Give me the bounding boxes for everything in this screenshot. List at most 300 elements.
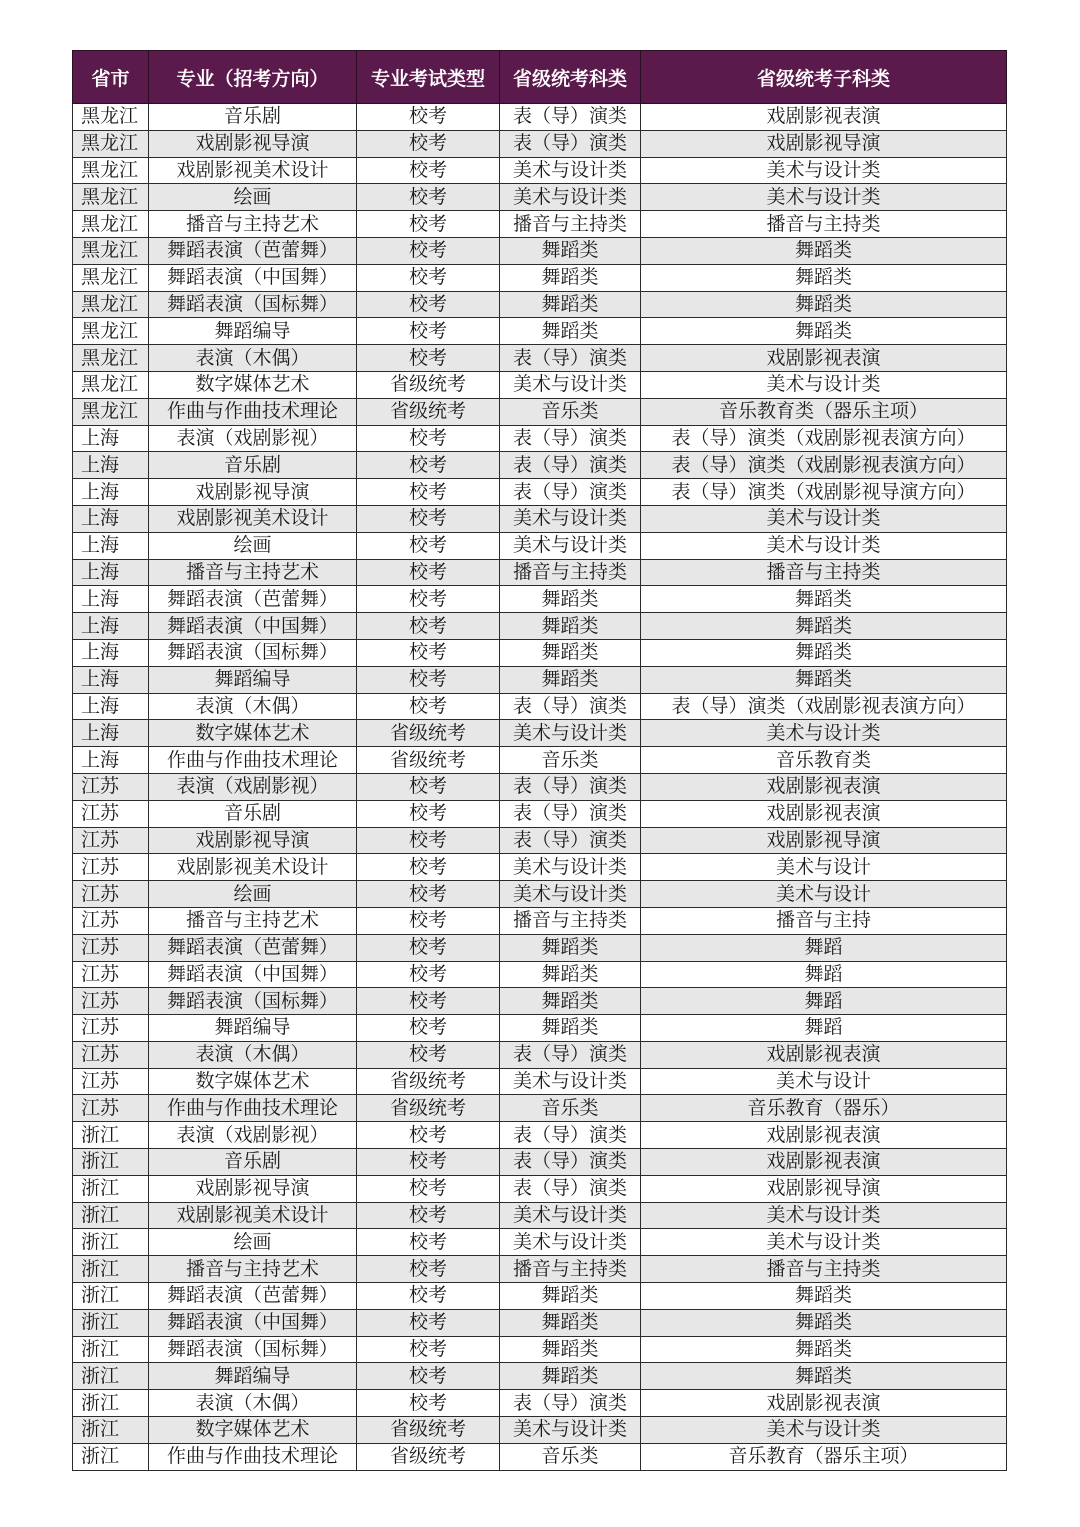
cell-province: 江苏	[73, 907, 149, 934]
table-row	[73, 1149, 1007, 1176]
table-row	[73, 237, 1007, 264]
cell-exam-type: 校考	[357, 1202, 500, 1229]
cell-exam-type: 校考	[357, 800, 500, 827]
cell-major: 作曲与作曲技术理论	[149, 747, 357, 774]
cell-subcategory: 舞蹈	[641, 934, 1007, 961]
cell-category: 舞蹈类	[500, 237, 641, 264]
cell-category: 舞蹈类	[500, 1336, 641, 1363]
cell-major: 作曲与作曲技术理论	[149, 398, 357, 425]
cell-exam-type: 省级统考	[357, 1417, 500, 1444]
cell-subcategory: 舞蹈类	[641, 264, 1007, 291]
cell-province: 江苏	[73, 881, 149, 908]
admissions-table	[72, 50, 1007, 1471]
cell-major: 舞蹈表演（芭蕾舞）	[149, 237, 357, 264]
cell-province: 上海	[73, 747, 149, 774]
table-row	[73, 1283, 1007, 1310]
header-category: 省级统考科类	[500, 51, 641, 104]
cell-major: 作曲与作曲技术理论	[149, 1095, 357, 1122]
table-row	[73, 505, 1007, 532]
cell-category: 舞蹈类	[500, 586, 641, 613]
table-row	[73, 666, 1007, 693]
cell-subcategory: 表（导）演类（戏剧影视表演方向）	[641, 693, 1007, 720]
cell-subcategory: 舞蹈类	[641, 1283, 1007, 1310]
cell-subcategory: 舞蹈类	[641, 613, 1007, 640]
table-row	[73, 1122, 1007, 1149]
cell-category: 美术与设计类	[500, 505, 641, 532]
cell-province: 黑龙江	[73, 104, 149, 131]
cell-subcategory: 播音与主持类	[641, 559, 1007, 586]
cell-category: 表（导）演类	[500, 827, 641, 854]
cell-major: 绘画	[149, 184, 357, 211]
header-row	[73, 51, 1007, 104]
cell-category: 舞蹈类	[500, 666, 641, 693]
cell-subcategory: 戏剧影视导演	[641, 130, 1007, 157]
cell-subcategory: 舞蹈类	[641, 291, 1007, 318]
cell-major: 音乐剧	[149, 104, 357, 131]
cell-major: 舞蹈编导	[149, 666, 357, 693]
cell-subcategory: 美术与设计	[641, 881, 1007, 908]
cell-category: 播音与主持类	[500, 211, 641, 238]
cell-category: 表（导）演类	[500, 1041, 641, 1068]
cell-major: 播音与主持艺术	[149, 907, 357, 934]
table-row	[73, 104, 1007, 131]
cell-major: 舞蹈编导	[149, 1363, 357, 1390]
cell-province: 黑龙江	[73, 211, 149, 238]
cell-category: 美术与设计类	[500, 881, 641, 908]
cell-major: 表演（木偶）	[149, 1041, 357, 1068]
table-row	[73, 559, 1007, 586]
cell-category: 表（导）演类	[500, 1122, 641, 1149]
cell-subcategory: 表（导）演类（戏剧影视表演方向）	[641, 425, 1007, 452]
cell-subcategory: 音乐教育类	[641, 747, 1007, 774]
cell-major: 舞蹈表演（国标舞）	[149, 1336, 357, 1363]
cell-exam-type: 省级统考	[357, 1068, 500, 1095]
cell-category: 舞蹈类	[500, 291, 641, 318]
cell-major: 舞蹈表演（国标舞）	[149, 291, 357, 318]
cell-major: 舞蹈编导	[149, 318, 357, 345]
cell-exam-type: 校考	[357, 639, 500, 666]
cell-category: 舞蹈类	[500, 961, 641, 988]
cell-exam-type: 校考	[357, 988, 500, 1015]
cell-major: 播音与主持艺术	[149, 1256, 357, 1283]
cell-province: 江苏	[73, 800, 149, 827]
cell-province: 上海	[73, 666, 149, 693]
cell-subcategory: 舞蹈类	[641, 639, 1007, 666]
cell-major: 戏剧影视导演	[149, 1175, 357, 1202]
cell-major: 数字媒体艺术	[149, 371, 357, 398]
cell-province: 黑龙江	[73, 291, 149, 318]
cell-province: 浙江	[73, 1202, 149, 1229]
cell-province: 上海	[73, 639, 149, 666]
cell-category: 表（导）演类	[500, 800, 641, 827]
cell-subcategory: 舞蹈	[641, 961, 1007, 988]
cell-category: 舞蹈类	[500, 934, 641, 961]
cell-category: 音乐类	[500, 747, 641, 774]
table-row	[73, 1336, 1007, 1363]
cell-major: 播音与主持艺术	[149, 559, 357, 586]
cell-exam-type: 校考	[357, 1309, 500, 1336]
cell-major: 绘画	[149, 1229, 357, 1256]
header-province: 省市	[73, 51, 149, 104]
cell-major: 戏剧影视导演	[149, 479, 357, 506]
table-row	[73, 693, 1007, 720]
cell-subcategory: 戏剧影视表演	[641, 1041, 1007, 1068]
cell-subcategory: 戏剧影视表演	[641, 800, 1007, 827]
cell-category: 表（导）演类	[500, 345, 641, 372]
cell-major: 音乐剧	[149, 452, 357, 479]
cell-province: 浙江	[73, 1443, 149, 1470]
cell-subcategory: 舞蹈	[641, 988, 1007, 1015]
cell-exam-type: 校考	[357, 666, 500, 693]
cell-category: 表（导）演类	[500, 452, 641, 479]
cell-major: 舞蹈编导	[149, 1015, 357, 1042]
cell-category: 播音与主持类	[500, 559, 641, 586]
cell-province: 江苏	[73, 988, 149, 1015]
table-row	[73, 747, 1007, 774]
cell-province: 浙江	[73, 1149, 149, 1176]
cell-province: 上海	[73, 425, 149, 452]
cell-category: 美术与设计类	[500, 854, 641, 881]
cell-category: 舞蹈类	[500, 1309, 641, 1336]
cell-province: 江苏	[73, 854, 149, 881]
table-row	[73, 1309, 1007, 1336]
cell-province: 上海	[73, 613, 149, 640]
cell-province: 江苏	[73, 1041, 149, 1068]
cell-major: 作曲与作曲技术理论	[149, 1443, 357, 1470]
cell-exam-type: 校考	[357, 1229, 500, 1256]
cell-subcategory: 戏剧影视表演	[641, 1390, 1007, 1417]
cell-subcategory: 表（导）演类（戏剧影视表演方向）	[641, 452, 1007, 479]
table-row	[73, 398, 1007, 425]
cell-subcategory: 美术与设计	[641, 854, 1007, 881]
table-row	[73, 1068, 1007, 1095]
cell-category: 舞蹈类	[500, 613, 641, 640]
cell-major: 舞蹈表演（芭蕾舞）	[149, 934, 357, 961]
cell-province: 浙江	[73, 1390, 149, 1417]
cell-subcategory: 舞蹈类	[641, 1309, 1007, 1336]
cell-major: 绘画	[149, 881, 357, 908]
cell-category: 舞蹈类	[500, 318, 641, 345]
cell-exam-type: 校考	[357, 1122, 500, 1149]
table-row	[73, 211, 1007, 238]
cell-subcategory: 播音与主持	[641, 907, 1007, 934]
cell-exam-type: 省级统考	[357, 398, 500, 425]
cell-category: 表（导）演类	[500, 425, 641, 452]
cell-exam-type: 校考	[357, 854, 500, 881]
cell-province: 江苏	[73, 773, 149, 800]
cell-major: 戏剧影视美术设计	[149, 157, 357, 184]
table-row	[73, 827, 1007, 854]
cell-major: 戏剧影视美术设计	[149, 854, 357, 881]
cell-category: 音乐类	[500, 1095, 641, 1122]
cell-exam-type: 校考	[357, 1283, 500, 1310]
cell-category: 表（导）演类	[500, 693, 641, 720]
cell-exam-type: 校考	[357, 1256, 500, 1283]
cell-category: 舞蹈类	[500, 1015, 641, 1042]
cell-category: 表（导）演类	[500, 130, 641, 157]
table-row	[73, 1041, 1007, 1068]
cell-subcategory: 舞蹈类	[641, 1363, 1007, 1390]
cell-province: 浙江	[73, 1175, 149, 1202]
cell-province: 黑龙江	[73, 130, 149, 157]
table-row	[73, 961, 1007, 988]
cell-category: 舞蹈类	[500, 264, 641, 291]
table-row	[73, 1229, 1007, 1256]
header-exam-type: 专业考试类型	[357, 51, 500, 104]
cell-subcategory: 舞蹈类	[641, 1336, 1007, 1363]
cell-province: 上海	[73, 720, 149, 747]
cell-subcategory: 表（导）演类（戏剧影视导演方向）	[641, 479, 1007, 506]
cell-province: 上海	[73, 452, 149, 479]
table-row	[73, 1015, 1007, 1042]
cell-category: 音乐类	[500, 1443, 641, 1470]
table-row	[73, 1443, 1007, 1470]
cell-province: 上海	[73, 532, 149, 559]
cell-exam-type: 省级统考	[357, 1095, 500, 1122]
table-row	[73, 1175, 1007, 1202]
cell-exam-type: 校考	[357, 907, 500, 934]
cell-category: 舞蹈类	[500, 1283, 641, 1310]
cell-province: 上海	[73, 586, 149, 613]
cell-category: 表（导）演类	[500, 1149, 641, 1176]
cell-subcategory: 戏剧影视导演	[641, 1175, 1007, 1202]
cell-subcategory: 音乐教育（器乐主项）	[641, 1443, 1007, 1470]
header-major: 专业（招考方向）	[149, 51, 357, 104]
cell-category: 美术与设计类	[500, 371, 641, 398]
cell-exam-type: 校考	[357, 1336, 500, 1363]
table-row	[73, 720, 1007, 747]
header-subcategory: 省级统考子科类	[641, 51, 1007, 104]
cell-major: 舞蹈表演（芭蕾舞）	[149, 1283, 357, 1310]
cell-subcategory: 戏剧影视表演	[641, 104, 1007, 131]
cell-subcategory: 美术与设计类	[641, 371, 1007, 398]
cell-subcategory: 播音与主持类	[641, 211, 1007, 238]
cell-province: 浙江	[73, 1336, 149, 1363]
cell-category: 美术与设计类	[500, 1229, 641, 1256]
cell-province: 黑龙江	[73, 371, 149, 398]
cell-category: 美术与设计类	[500, 1202, 641, 1229]
table-row	[73, 988, 1007, 1015]
cell-major: 戏剧影视导演	[149, 130, 357, 157]
table-row	[73, 907, 1007, 934]
cell-province: 江苏	[73, 961, 149, 988]
cell-province: 浙江	[73, 1309, 149, 1336]
table-row	[73, 800, 1007, 827]
cell-province: 黑龙江	[73, 398, 149, 425]
cell-category: 音乐类	[500, 398, 641, 425]
cell-province: 江苏	[73, 827, 149, 854]
cell-category: 舞蹈类	[500, 988, 641, 1015]
cell-category: 舞蹈类	[500, 639, 641, 666]
cell-major: 舞蹈表演（国标舞）	[149, 988, 357, 1015]
cell-major: 戏剧影视美术设计	[149, 1202, 357, 1229]
table-row	[73, 586, 1007, 613]
cell-subcategory: 美术与设计类	[641, 157, 1007, 184]
cell-province: 浙江	[73, 1229, 149, 1256]
cell-subcategory: 音乐教育类（器乐主项）	[641, 398, 1007, 425]
cell-category: 美术与设计类	[500, 184, 641, 211]
table-row	[73, 1256, 1007, 1283]
cell-province: 上海	[73, 693, 149, 720]
cell-major: 表演（木偶）	[149, 693, 357, 720]
cell-exam-type: 校考	[357, 773, 500, 800]
table-row	[73, 613, 1007, 640]
cell-province: 黑龙江	[73, 157, 149, 184]
cell-exam-type: 校考	[357, 452, 500, 479]
cell-exam-type: 省级统考	[357, 747, 500, 774]
table-row	[73, 532, 1007, 559]
cell-exam-type: 校考	[357, 613, 500, 640]
cell-exam-type: 省级统考	[357, 371, 500, 398]
table-row	[73, 291, 1007, 318]
cell-province: 浙江	[73, 1363, 149, 1390]
cell-subcategory: 戏剧影视表演	[641, 1149, 1007, 1176]
cell-exam-type: 校考	[357, 881, 500, 908]
table-body	[73, 104, 1007, 1471]
cell-subcategory: 舞蹈类	[641, 237, 1007, 264]
table-row	[73, 1095, 1007, 1122]
cell-exam-type: 校考	[357, 1175, 500, 1202]
cell-exam-type: 校考	[357, 425, 500, 452]
table-row	[73, 1417, 1007, 1444]
cell-exam-type: 校考	[357, 559, 500, 586]
table-row	[73, 130, 1007, 157]
cell-subcategory: 美术与设计类	[641, 720, 1007, 747]
cell-subcategory: 戏剧影视表演	[641, 773, 1007, 800]
cell-province: 江苏	[73, 934, 149, 961]
cell-category: 播音与主持类	[500, 907, 641, 934]
cell-major: 舞蹈表演（芭蕾舞）	[149, 586, 357, 613]
cell-major: 舞蹈表演（中国舞）	[149, 264, 357, 291]
cell-exam-type: 校考	[357, 291, 500, 318]
cell-major: 播音与主持艺术	[149, 211, 357, 238]
cell-major: 表演（木偶）	[149, 345, 357, 372]
table-row	[73, 773, 1007, 800]
cell-subcategory: 戏剧影视表演	[641, 345, 1007, 372]
cell-category: 舞蹈类	[500, 1363, 641, 1390]
cell-subcategory: 戏剧影视导演	[641, 827, 1007, 854]
cell-major: 舞蹈表演（中国舞）	[149, 961, 357, 988]
cell-major: 数字媒体艺术	[149, 720, 357, 747]
cell-exam-type: 校考	[357, 264, 500, 291]
table-row	[73, 881, 1007, 908]
table-row	[73, 452, 1007, 479]
cell-major: 表演（戏剧影视）	[149, 773, 357, 800]
cell-province: 黑龙江	[73, 318, 149, 345]
cell-exam-type: 校考	[357, 827, 500, 854]
cell-subcategory: 美术与设计类	[641, 1202, 1007, 1229]
cell-subcategory: 舞蹈类	[641, 318, 1007, 345]
cell-subcategory: 美术与设计类	[641, 184, 1007, 211]
cell-exam-type: 校考	[357, 532, 500, 559]
cell-major: 数字媒体艺术	[149, 1068, 357, 1095]
cell-major: 戏剧影视导演	[149, 827, 357, 854]
cell-category: 美术与设计类	[500, 1417, 641, 1444]
cell-major: 表演（木偶）	[149, 1390, 357, 1417]
table-row	[73, 157, 1007, 184]
cell-exam-type: 校考	[357, 961, 500, 988]
cell-category: 表（导）演类	[500, 773, 641, 800]
table-header	[73, 51, 1007, 104]
table-row	[73, 479, 1007, 506]
cell-exam-type: 校考	[357, 1041, 500, 1068]
cell-province: 江苏	[73, 1095, 149, 1122]
cell-exam-type: 校考	[357, 211, 500, 238]
cell-subcategory: 舞蹈类	[641, 666, 1007, 693]
cell-exam-type: 校考	[357, 586, 500, 613]
cell-category: 表（导）演类	[500, 479, 641, 506]
cell-subcategory: 播音与主持类	[641, 1256, 1007, 1283]
table-row	[73, 1390, 1007, 1417]
cell-province: 黑龙江	[73, 184, 149, 211]
cell-province: 黑龙江	[73, 345, 149, 372]
cell-exam-type: 校考	[357, 184, 500, 211]
cell-province: 黑龙江	[73, 264, 149, 291]
admissions-table-container	[72, 50, 1006, 1471]
cell-province: 江苏	[73, 1015, 149, 1042]
cell-category: 美术与设计类	[500, 720, 641, 747]
cell-major: 音乐剧	[149, 800, 357, 827]
cell-province: 上海	[73, 505, 149, 532]
cell-exam-type: 校考	[357, 1149, 500, 1176]
cell-exam-type: 校考	[357, 1363, 500, 1390]
cell-major: 舞蹈表演（中国舞）	[149, 1309, 357, 1336]
cell-province: 上海	[73, 559, 149, 586]
cell-exam-type: 校考	[357, 345, 500, 372]
table-row	[73, 345, 1007, 372]
cell-major: 舞蹈表演（国标舞）	[149, 639, 357, 666]
cell-province: 浙江	[73, 1122, 149, 1149]
cell-category: 表（导）演类	[500, 1175, 641, 1202]
cell-exam-type: 校考	[357, 693, 500, 720]
cell-category: 播音与主持类	[500, 1256, 641, 1283]
cell-category: 表（导）演类	[500, 104, 641, 131]
cell-subcategory: 美术与设计类	[641, 1229, 1007, 1256]
cell-major: 音乐剧	[149, 1149, 357, 1176]
table-row	[73, 1363, 1007, 1390]
table-row	[73, 371, 1007, 398]
cell-major: 戏剧影视美术设计	[149, 505, 357, 532]
cell-subcategory: 美术与设计类	[641, 505, 1007, 532]
cell-province: 浙江	[73, 1283, 149, 1310]
cell-category: 美术与设计类	[500, 157, 641, 184]
table-row	[73, 854, 1007, 881]
table-row	[73, 184, 1007, 211]
cell-province: 上海	[73, 479, 149, 506]
cell-exam-type: 省级统考	[357, 1443, 500, 1470]
cell-subcategory: 舞蹈	[641, 1015, 1007, 1042]
table-row	[73, 264, 1007, 291]
cell-category: 美术与设计类	[500, 1068, 641, 1095]
cell-major: 绘画	[149, 532, 357, 559]
cell-major: 表演（戏剧影视）	[149, 1122, 357, 1149]
cell-subcategory: 舞蹈类	[641, 586, 1007, 613]
cell-subcategory: 音乐教育（器乐）	[641, 1095, 1007, 1122]
cell-subcategory: 美术与设计类	[641, 532, 1007, 559]
cell-exam-type: 校考	[357, 318, 500, 345]
cell-category: 表（导）演类	[500, 1390, 641, 1417]
cell-major: 数字媒体艺术	[149, 1417, 357, 1444]
cell-exam-type: 校考	[357, 1390, 500, 1417]
cell-exam-type: 校考	[357, 104, 500, 131]
table-row	[73, 639, 1007, 666]
cell-major: 舞蹈表演（中国舞）	[149, 613, 357, 640]
table-row	[73, 425, 1007, 452]
cell-subcategory: 美术与设计	[641, 1068, 1007, 1095]
table-row	[73, 1202, 1007, 1229]
cell-exam-type: 校考	[357, 157, 500, 184]
cell-exam-type: 校考	[357, 130, 500, 157]
